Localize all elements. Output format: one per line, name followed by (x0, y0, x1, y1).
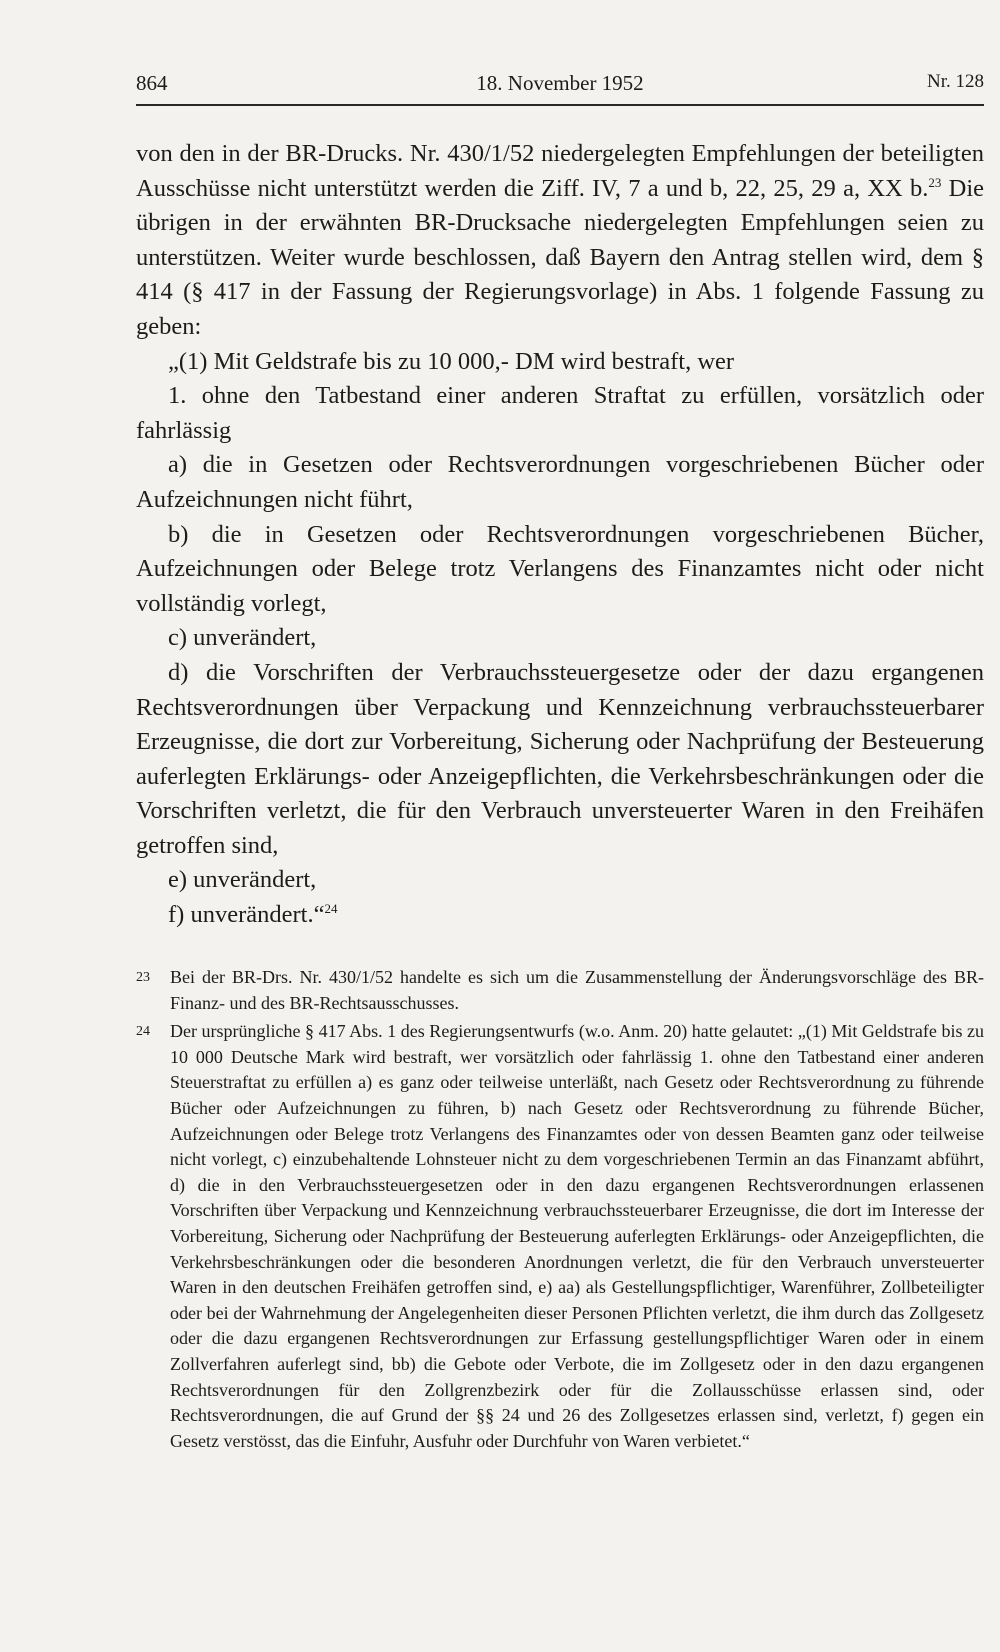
paragraph-intro (136, 137, 984, 345)
footnote-number: 24 (136, 1024, 150, 1040)
footnote-text: Bei der BR-Drs. Nr. 430/1/52 handelte es sich um die Zusammenstellung der Änderungsvorschläge des BR-Finanz- und des BR-Rechtsausschusses. (170, 967, 984, 1013)
item-c: c) unverändert, (168, 624, 317, 652)
quote-start: „(1) Mit Geldstrafe bis zu 10 000,- DM wird bestraft, wer (168, 347, 735, 375)
footnote-23 (136, 965, 984, 1016)
item-1: 1. ohne den Tatbestand einer anderen Straftat zu erfüllen, vorsätzlich oder fahrlässig (136, 382, 984, 444)
footnote-number: 23 (136, 970, 150, 985)
item-e: e) unverändert, (168, 866, 317, 894)
item-a: a) die in Gesetzen oder Rechtsverordnungen vorgeschriebenen Bücher oder Aufzeichnungen nicht führt, (136, 451, 984, 513)
item-f (136, 898, 984, 933)
item-b: b) die in Gesetzen oder Rechtsverordnungen vorgeschriebenen Bücher, Aufzeichnungen oder Belege trotz Verlangens des Finanzamtes nicht oder nicht vollständig vorlegt, (136, 520, 984, 617)
item-f-text: f) unverändert.“ (168, 901, 325, 929)
footnotes (136, 965, 984, 1457)
footnote-ref-23: 23 (928, 174, 942, 190)
footnote-text: Der ursprüngliche § 417 Abs. 1 des Regierungsentwurfs (w.o. Anm. 20) hatte gelautet: „(1) Mit Geldstrafe bis zu 10 000 Deutsche Mark wird bestraft, wer vorsätzlich oder fahrlässig 1. ohne den Tatbestand einer anderen Steuerstraftat zu erfüllen a) es ganz oder teilweise unterläßt, nach Gesetz oder Rechtsverordnung zu führende Bücher oder Aufzeichnungen zu führen, b) nach Gesetz oder Rechtsverordnung zu führende Bücher, Aufzeichnungen oder Belege trotz Verlangens des Finanzamtes oder von dessen Beamten ganz oder teilweise nicht vorlegt, c) einzubehaltende Lohnsteuer nicht zu dem vorgeschriebenen Termin an das Finanzamt abführt, d) die in den Verbrauchssteuergesetzen oder in den dazu ergangenen Rechtsverordnungen erlassenen Vorschriften über Verpackung und Kennzeichnung verbrauchssteuerbarer Erzeugnisse, die dort im Interesse der Vorbereitung, Sicherung oder Nachprüfung der Besteuerung auferlegten Erklärungs- oder Anzeigepflichten, die Verkehrsbeschränkungen oder die besonderen Anordnungen verletzt, die für den Verbrauch unversteuerter Waren in den deutschen Freihäfen getroffen sind, e) aa) als Gestellungspflichtiger, Warenführer, Zollbeteiligter oder bei der Wahrnehmung der Angelegenheiten dieser Personen Pflichten verletzt, die ihm durch das Zollgesetz oder die dazu ergangenen Rechtsverordnungen zur Erfassung gestellungspflichtiger Waren oder in einem Zollverfahren auferlegt sind, bb) die Gebote oder Verbote, die im Zollgesetz oder in den dazu ergangenen Rechtsverordnungen für den Zollgrenzbezirk oder für die Zollausschüsse erlassen sind, oder Rechtsverordnungen, die auf Grund der §§ 24 und 26 des Zollgesetzes erlassen sind, verletzt, f) gegen ein Gesetz verstösst, das die Einfuhr, Ausfuhr oder Durchfuhr von Waren verbietet.“ (170, 1021, 984, 1451)
header-date: 18. November 1952 (476, 71, 644, 95)
page-number: 864 (136, 71, 168, 95)
main-text (136, 137, 984, 933)
intro-text: von den in der BR-Drucks. Nr. 430/1/52 niedergelegten Empfehlungen der beteiligten Ausschüsse nicht unterstützt werden die Ziff. IV, 7 a und b, 22, 25, 29 a, XX b. (136, 140, 984, 202)
item-d: d) die Vorschriften der Verbrauchssteuergesetze oder der dazu ergangenen Rechtsverordnungen über Verpackung und Kennzeichnung verbrauchssteuerbarer Erzeugnisse, die dort zur Vorbereitung, Sicherung oder Nachprüfung der Besteuerung auferlegten Erklärungs- oder Anzeigepflichten, die Verkehrsbeschränkungen oder die Vorschriften verletzt, die für den Verbrauch unversteuerter Waren in den Freihäfen getroffen sind, (136, 658, 984, 859)
footnote-24 (136, 1019, 984, 1454)
page-header (136, 68, 984, 106)
intro-text-continued: Die übrigen in der erwähnten BR-Drucksache niedergelegten Empfehlungen seien zu unterstützen. Weiter wurde beschlossen, daß Bayern den Antrag stellen wird, dem § 414 (§ 417 in der Fassung der Regierungsvorlage) in Abs. 1 folgende Fassung zu geben: (136, 174, 984, 340)
issue-number: Nr. 128 (927, 71, 984, 92)
footnote-ref-24: 24 (324, 900, 338, 916)
